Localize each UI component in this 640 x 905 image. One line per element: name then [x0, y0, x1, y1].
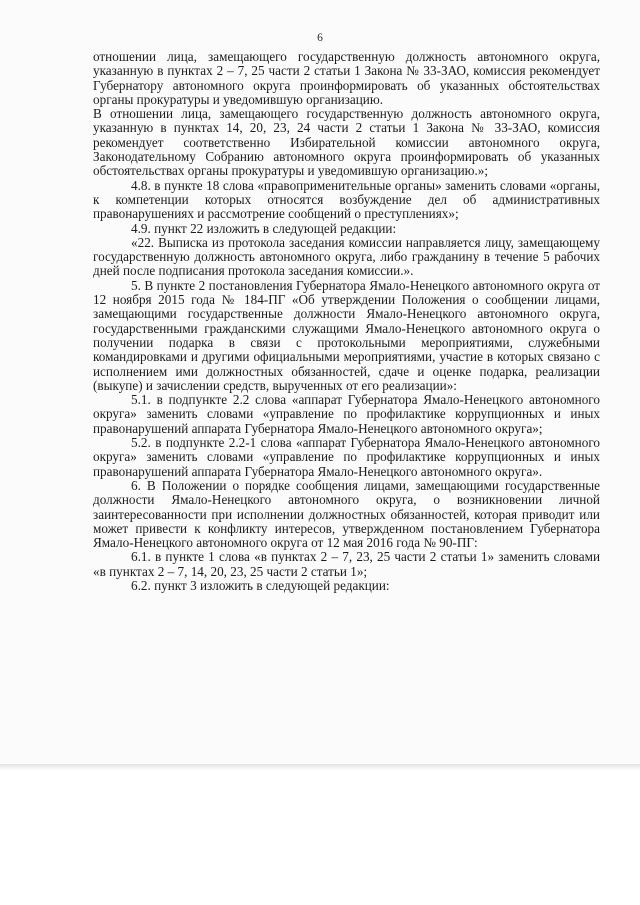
paragraph-4-8: 4.8. в пункте 18 слова «правоприменительные органы» заменить словами «органы, к компетенции которых относятся возбуждение дел об административных правонарушениях и рассмотрение сообщений о преступлениях»; [93, 177, 600, 222]
paragraph-6: 6. В Положении о порядке сообщения лицами, замещающими государственные должности Ямало-Ненецкого автономного округа, о возникновении личной заинтересованности при исполнении должностных обязанностей, которая приводит или может привести к конфликту интересов, утвержденном постановлением Губернатора Ямало-Ненецкого автономного округа от 12 мая 2016 года № 90-ПГ: [93, 477, 600, 551]
paragraph-5-1: 5.1. в подпункте 2.2 слова «аппарат Губернатора Ямало-Ненецкого автономного округа» заменить словами «управление по профилактике коррупционных и иных правонарушений аппарата Губернатора Ямало-Ненецкого автономного округа»; [93, 392, 600, 436]
page-bottom-edge [0, 764, 640, 771]
paragraph-6-2: 6.2. пункт 3 изложить в следующей редакции: [131, 577, 390, 593]
paragraph-5-2: 5.2. в подпункте 2.2-1 слова «аппарат Губернатора Ямало-Ненецкого автономного округа» заменить словами «управление по профилактике коррупционных и иных правонарушений аппарата Губернатора Ямало-Ненецкого автономного округа». [93, 435, 600, 479]
page-number: 6 [317, 32, 323, 44]
paragraph-4-9: 4.9. пункт 22 изложить в следующей редакции: [131, 220, 397, 236]
paragraph-quote-22: «22. Выписка из протокола заседания комиссии направляется лицу, замещающему государственную должность автономного округа, либо гражданину в течение 5 рабочих дней после подписания протокола заседания комиссии.». [93, 234, 600, 279]
paragraph-continued: отношении лица, замещающего государственную должность автономного округа, указанную в пунктах 2 – 7, 25 части 2 статьи 1 Закона № 33-ЗАО, комиссия рекомендует Губернатору автономного округа проинформировать об указанных обстоятельствах органы прокуратуры и уведомившую организацию. [93, 49, 600, 107]
paragraph-continued: В отношении лица, замещающего государственную должность автономного округа, указанную в пунктах 14, 20, 23, 24 части 2 статьи 1 Закона № 33-ЗАО, комиссия рекомендует соответственно Избирательной комиссии автономного округа, Законодательному Собранию автономного округа проинформировать об указанных обстоятельствах органы прокуратуры и уведомившую организацию.»; [93, 106, 600, 179]
paragraph-6-1: 6.1. в пункте 1 слова «в пунктах 2 – 7, 23, 25 части 2 статьи 1» заменить словами «в пунктах 2 – 7, 14, 20, 23, 25 части 2 статьи 1»; [93, 549, 600, 579]
paragraph-5: 5. В пункте 2 постановления Губернатора Ямало-Ненецкого автономного округа от 12 ноября 2015 года № 184-ПГ «Об утверждении Положения о сообщении лицами, замещающими государственные должности Ямало-Ненецкого автономного округа, государственными гражданскими служащими Ямало-Ненецкого автономного округа о получении подарка в связи с протокольными мероприятиями, служебными командировками и другими официальными мероприятиями, участие в которых связано с исполнением ими должностных обязанностей, сдаче и оценке подарка, реализации (выкупе) и зачислении средств, вырученных от его реализации»: [93, 277, 600, 393]
document-body [93, 50, 600, 593]
